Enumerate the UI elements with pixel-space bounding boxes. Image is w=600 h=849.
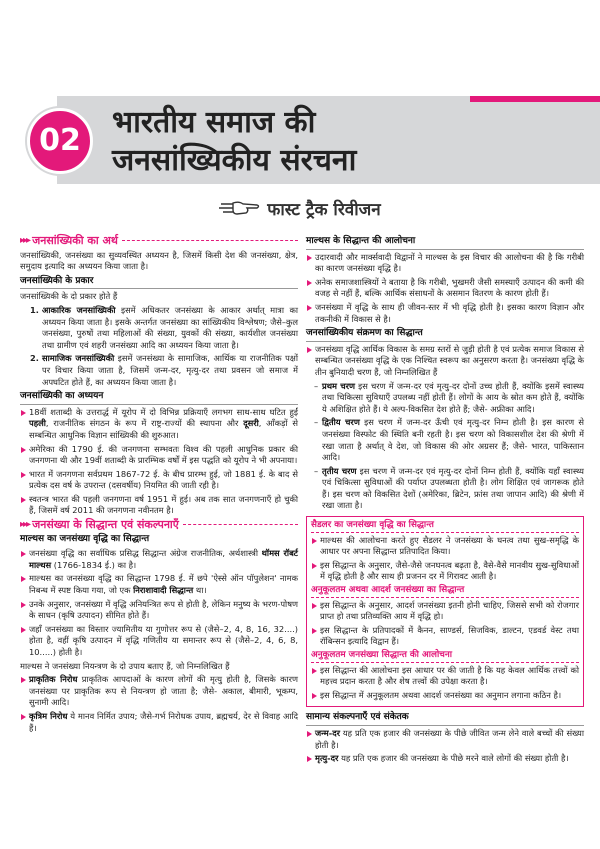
bullet-item: माल्थस की आलोचना करते हुए सैडलर ने जनसंख्या के घनत्व तथा सुख-समृद्धि के आधार पर अपना सिद्धान्त प्रतिपादित किया। [311,535,579,558]
dash-item: – प्रथम चरण इस चरण में जन्म-दर एवं मृत्यु-दर दोनों उच्च होती हैं, क्योंकि इसमें स्वास्थ्य तथा चिकित्सा सुविधाएँ उपलब्ध नहीं होती हैं। लोगों के आय के स्रोत कम होते हैं, क्योंकि ये अशिक्षित होते हैं। ये अल्प-विकसित देश होते हैं; जैसे- अफ्रीका आदि। [306,381,584,416]
top-margin [0,0,600,40]
bullet-item: इस सिद्धान्त की आलोचना इस आधार पर की जाती है कि यह केवल आर्थिक तत्त्वों को महत्त्व प्रदान करता है और शेष तत्त्वों की उपेक्षा करता है। [311,665,579,688]
paragraph: माल्थस ने जनसंख्या नियन्त्रण के दो उपाय बताए हैं, जो निम्नलिखित हैं [20,660,230,671]
bullet-item: जनसंख्या वृद्धि आर्थिक विकास के समग्र स्तरों से जुड़ी होती है एवं प्रत्येक समाज विकास से सम्बन्धित जनसंख्या वृद्धि के एक निश्चित स्वरूप का अनुसरण करता है। जनसंख्या वृद्धि के तीन बुनियादी चरण हैं, जो निम्नलिखित हैं [306,344,584,379]
pointing-hand-icon [219,200,261,218]
sub-heading: माल्थस के सिद्धान्त की आलोचना [306,236,584,250]
bullet-item: 18वीं शताब्दी के उत्तरार्द्ध में यूरोप में दो विभिन्न प्रक्रियाएँ लगभग साथ-साथ घटित हुईं पहली, राजनीतिक संगठन के रूप में राष्ट्र-राज्यों की स्थापना और दूसरी, आँकड़ों से सम्बन्धित आधुनिक विज्ञान सांख्यिकी की शुरुआत। [20,407,298,442]
bullet-item: इस सिद्धान्त के प्रतिपादकों में कैनन, साण्डर्स, सिजविक, डाल्टन, एडवर्ड वेस्ट तथा रॉबिन्सन इत्यादि विद्वान हैं। [311,625,579,648]
bullet-item: प्राकृतिक निरोध प्राकृतिक आपदाओं के कारण लोगों की मृत्यु होती है, जिसके कारण जनसंख्या पर प्राकृतिक रूप से नियन्त्रण हो जाता है; जैसे- अकाल, बीमारी, भूकम्प, सुनामी आदि। [20,674,298,709]
box-heading: अनुकूलतम जनसंख्या सिद्धान्त की आलोचना [311,650,579,663]
bullet-item: उनके अनुसार, जनसंख्या में वृद्धि अनियन्त्रित रूप से होती है, लेकिन मनुष्य के भरण-पोषण के साधन (कृषि उत्पादन) सीमित होते हैं। [20,599,298,622]
bullet-item: अनेक समाजशास्त्रियों ने बताया है कि गरीबी, भुखमरी जैसी समस्याएँ उत्पादन की कमी की वजह से नहीं हैं, बल्कि आर्थिक संसाधनों के असमान वितरण के कारण होती हैं। [306,277,584,300]
chapter-title [112,104,582,180]
chapter-title-line1: भारतीय समाज की [112,105,316,140]
dash-item: – तृतीय चरण इस चरण में जन्म-दर एवं मृत्यु-दर दोनों निम्न होती हैं, क्योंकि यहाँ स्वास्थ्य एवं चिकित्सा सुविधाओं की पर्याप्त उपलब्धता होती है। लोग शिक्षित एवं जागरूक होते हैं। इस चरण को विकसित देशों (अमेरिका, ब्रिटेन, फ्रांस तथा जापान आदि) की श्रेणी में रखा जाता है। [306,466,584,512]
bullet-item: इस सिद्धान्त में अनुकूलतम अथवा आदर्श जनसंख्या का अनुमान लगाना कठिन है। [311,690,579,702]
fast-track-label: फास्ट ट्रैक रिवीजन [267,200,381,220]
numbered-item: 1. आकारिक जनसांख्यिकी इसमें अधिकतर जनसंख्या के आकार अर्थात् मात्रा का अध्ययन किया जाता है। इसके अन्तर्गत जनसंख्या का सांख्यिकीय विश्लेषण; जैसे–कुल जनसंख्या, पुरुषों तथा महिलाओं की संख्या, युवकों की संख्या, कार्यशील जनसंख्या तथा ग्रामीण एवं शहरी जनसंख्या आदि का अध्ययन किया जाता है। [30,304,298,350]
theory-box [306,516,584,707]
box-heading: अनुकूलतम अथवा आदर्श जनसंख्या का सिद्धान्त [311,585,579,598]
bullet-item: माल्थस का जनसंख्या वृद्धि का सिद्धान्त 1798 ई. में छपे 'ऐस्से ऑन पॉपुलेशन' नामक निबन्ध में स्पष्ट किया गया, जो एक निराशावादी सिद्धान्त था। [20,573,298,596]
bullet-item: जनसंख्या में वृद्धि के साथ ही जीवन-स्तर में भी वृद्धि होती है। इसका कारण विज्ञान और तकनीकी में विकास से है। [306,302,584,325]
section-heading: ▸▸▸ जनसंख्या के सिद्धान्त एवं संकल्पनाएँ [20,519,298,531]
bullet-item: अमेरिका की 1790 ई. की जनगणना सम्भवतः विश्व की पहली आधुनिक प्रकार की जनगणना थी और 19वीं शताब्दी के प्रारम्भिक वर्षों में इस पद्धति को यूरोप ने भी अपनाया। [20,444,298,467]
bullet-item: भारत में जनगणना सर्वप्रथम 1867-72 ई. के बीच प्रारम्भ हुई, जो 1881 ई. के बाद से प्रत्येक दस वर्ष के उपरान्त (दसवर्षीय) नियमित की जाती रही है। [20,469,298,492]
bullet-item: इस सिद्धान्त के अनुसार, जैसे-जैसे जनघनत्व बढ़ता है, वैसे-वैसे मानवीय सुख-सुविधाओं में वृद्धि होती है और साथ ही प्रजनन दर में गिरावट आती है। [311,560,579,583]
sub-heading: जनसांख्यिकी के प्रकार [20,276,298,290]
header-accent-bar [470,96,600,102]
paragraph: जनसांख्यिकी के दो प्रकार होते हैं [20,291,118,302]
fast-track-heading [0,197,600,227]
sub-heading: माल्थस का जनसंख्या वृद्धि का सिद्धान्त [20,533,150,544]
bullet-item: मृत्यु-दर यह प्रति एक हजार की जनसंख्या के पीछे मरने वाले लोगों की संख्या होती है। [306,753,584,765]
chapter-title-line2: जनसांख्यिकीय संरचना [112,143,357,178]
bullet-item: स्वतन्त्र भारत की पहली जनगणना वर्ष 1951 में हुई। अब तक सात जनगणनाएँ हो चुकी हैं, जिसमें वर्ष 2011 की जनगणना नवीनतम है। [20,494,298,517]
double-arrow-icon: ▸▸▸ [20,235,30,246]
bullet-item: उदारवादी और मार्क्सवादी विद्वानों ने माल्थस के इस विचार की आलोचना की है कि गरीबी का कारण जनसंख्या वृद्धि है। [306,252,584,275]
double-arrow-icon: ▸▸▸ [20,519,30,531]
bullet-item: कृत्रिम निरोध ये मानव निर्मित उपाय; जैसे-गर्भ निरोधक उपाय, ब्रह्मचर्य, देर से विवाह आदि हैं। [20,711,298,734]
box-heading: सैडलर का जनसंख्या वृद्धि का सिद्धान्त [311,520,579,533]
left-column [20,233,298,736]
section-heading: ▸▸▸ जनसांख्यिकी का अर्थ [20,235,298,247]
bullet-item: जन्म-दर यह प्रति एक हजार की जनसंख्या के पीछे जीवित जन्म लेने वाले बच्चों की संख्या होती है। [306,728,584,751]
sub-heading: सामान्य संकल्पनाएँ एवं संकेतक [306,712,584,726]
sub-heading: जनसांख्यिकी का अध्ययन [20,391,298,405]
bullet-item: जनसंख्या वृद्धि का सर्वाधिक प्रसिद्ध सिद्धान्त अंग्रेज राजनीतिक, अर्थशास्त्री थॉमस रॉबर्ट माल्थस (1766-1834 ई.) का है। [20,548,298,571]
chapter-number-badge: 02 [27,108,93,174]
paragraph: जनसांख्यिकी, जनसंख्या का सुव्यवस्थित अध्ययन है, जिसमें किसी देश की जनसंख्या, क्षेत्र, समुदाय इत्यादि का अध्ययन किया जाता है। [20,249,298,272]
dash-item: – द्वितीय चरण इस चरण में जन्म-दर ऊँची एवं मृत्यु-दर निम्न होती है। इस कारण से जनसंख्या विस्फोट की स्थिति बनी रहती है। इस चरण को विकासशील देश की श्रेणी में रखा जाता है अर्थात् वे देश, जो विकास की ओर अग्रसर हैं; जैसे- भारत, पाकिस्तान आदि। [306,417,584,463]
bullet-item: जहाँ जनसंख्या का विस्तार ज्यामितीय या गुणोत्तर रूप से (जैसे–2, 4, 8, 16, 32....) होता है, वहीं कृषि उत्पादन में वृद्धि गणितीय या समान्तर रूप से (जैसे–2, 4, 6, 8, 10.....) होती है। [20,624,298,659]
numbered-item: 2. सामाजिक जनसांख्यिकी इसमें जनसंख्या के सामाजिक, आर्थिक या राजनीतिक पक्षों पर विचार किया जाता है, जिसमें जन्म-दर, मृत्यु-दर तथा प्रवसन जो समाज में अपघटित होते हैं, का अध्ययन किया जाता है। [30,353,298,387]
right-column [306,233,584,767]
sub-heading: जनसांख्यिकीय संक्रमण का सिद्धान्त [306,328,584,342]
bullet-item: इस सिद्धान्त के अनुसार, आदर्श जनसंख्या इतनी होनी चाहिए, जिससे सभी को रोजगार प्राप्त हो तथा प्रतिव्यक्ति आय में वृद्धि हो। [311,600,579,623]
